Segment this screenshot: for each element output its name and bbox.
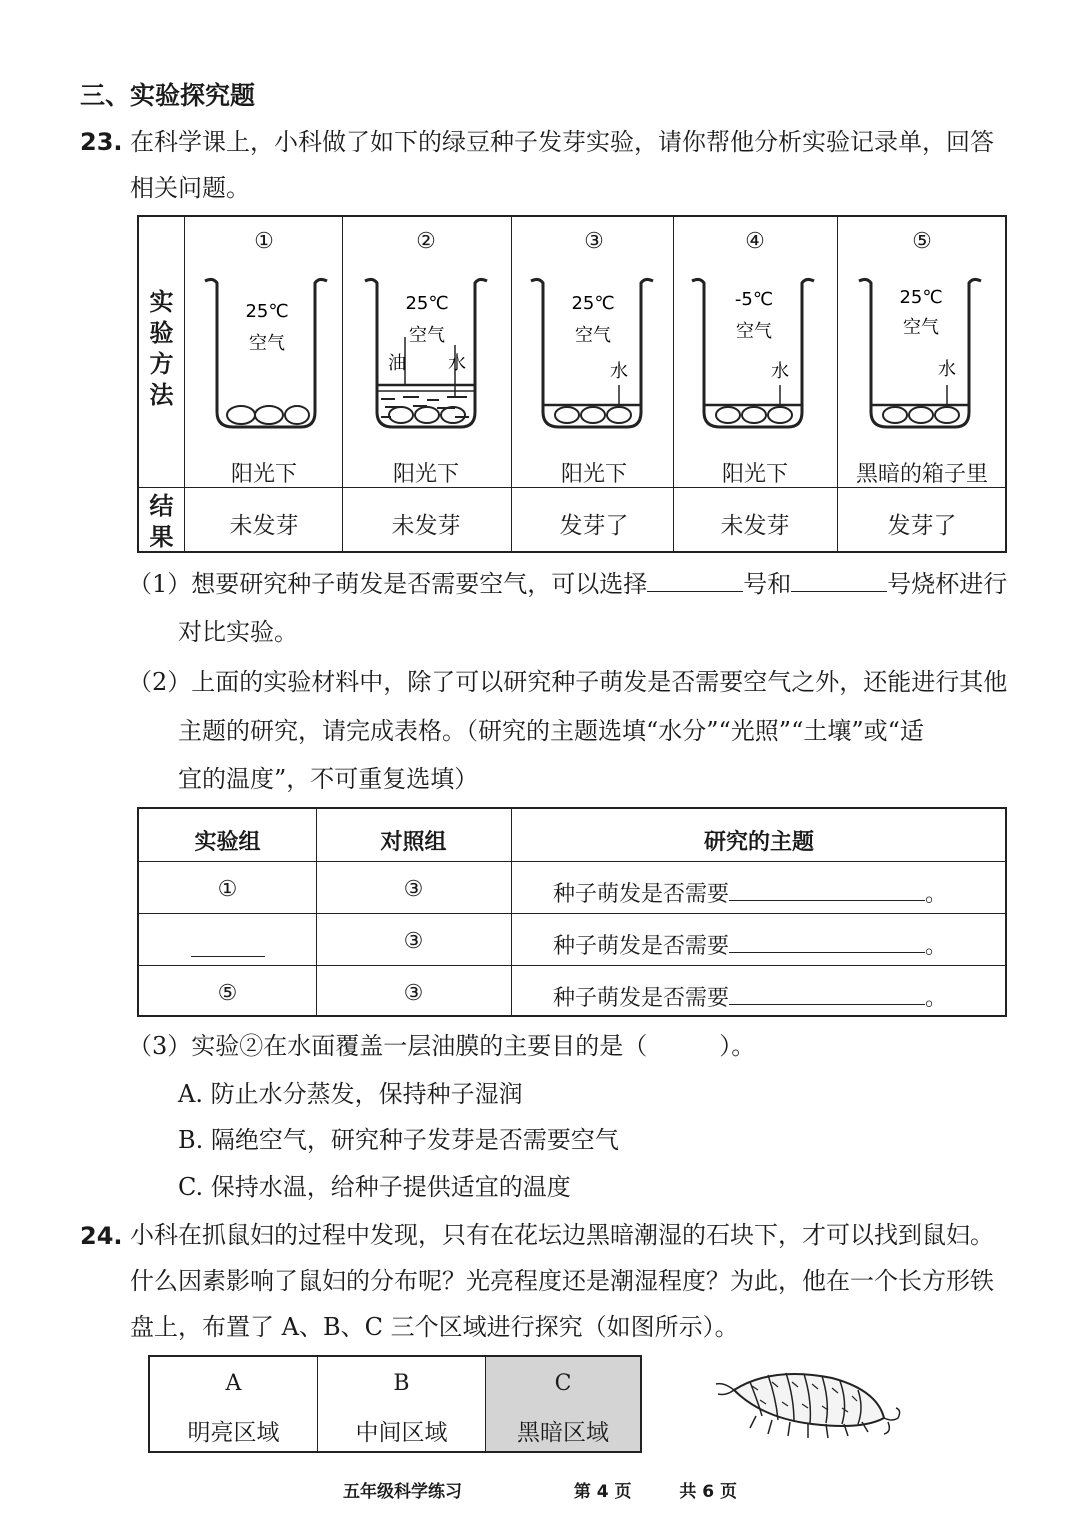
answer-blank-row2-exp[interactable] — [191, 929, 265, 957]
beaker-4-water-label: 水 — [771, 361, 789, 382]
row-3-topic: 种子萌发是否需要 。 — [553, 986, 948, 1011]
question-23-number: 23. — [80, 128, 123, 156]
beaker-3-temp: 25℃ — [571, 293, 615, 314]
tray-regions-diagram — [148, 1355, 642, 1453]
beaker-5-temp: 25℃ — [899, 287, 943, 308]
row-3-control: ③ — [403, 981, 424, 1006]
beaker-1-drawing — [197, 267, 337, 437]
beaker-3-drawing — [523, 267, 663, 437]
beaker-4-air: 空气 — [736, 321, 772, 342]
option-c[interactable]: C. 保持水温，给种子提供适宜的温度 — [178, 1173, 571, 1201]
beaker-2-drawing — [357, 267, 497, 437]
sub-question-1: （1）想要研究种子萌发是否需要空气，可以选择 号和 号烧杯进行 — [128, 570, 1008, 598]
beaker-5-air: 空气 — [903, 317, 939, 338]
beaker-2-location: 阳光下 — [392, 462, 459, 487]
beaker-2-result: 未发芽 — [391, 513, 461, 539]
question-24-line2: 什么因素影响了鼠妇的分布呢？光亮程度还是潮湿程度？为此，他在一个长方形铁 — [130, 1267, 994, 1295]
beaker-5-location: 黑暗的箱子里 — [855, 462, 988, 487]
beaker-5-drawing — [851, 267, 991, 437]
sub-question-3: （3）实验②在水面覆盖一层油膜的主要目的是（ ）。 — [128, 1032, 756, 1060]
question-24-line3: 盘上，布置了 A、B、C 三个区域进行探究（如图所示）。 — [130, 1313, 739, 1341]
beaker-2-temp: 25℃ — [405, 293, 449, 314]
question-24-number: 24. — [80, 1222, 123, 1250]
header-experiment-group: 实验组 — [194, 830, 261, 855]
row-2-topic: 种子萌发是否需要 。 — [553, 934, 948, 959]
beaker-1-temp: 25℃ — [245, 301, 289, 322]
sub-question-2-line3: 宜的温度”，不可重复选填） — [178, 765, 479, 793]
beaker-5-result: 发芽了 — [887, 513, 957, 539]
region-c: C 黑暗区域 — [486, 1357, 640, 1451]
sub-question-1-line2: 对比实验。 — [178, 618, 298, 646]
row-2-control: ③ — [403, 929, 424, 954]
result-row-label: 结 果 — [149, 492, 174, 551]
answer-blank-row3[interactable] — [729, 1004, 925, 1005]
beaker-1-air: 空气 — [249, 333, 285, 354]
beaker-2-oil-label: 油 — [388, 353, 406, 374]
beaker-4-result: 未发芽 — [720, 513, 790, 539]
beaker-2-air: 空气 — [409, 325, 445, 346]
beaker-number-4: ④ — [745, 229, 765, 254]
row-1-topic: 种子萌发是否需要 。 — [553, 882, 948, 907]
beaker-3-air: 空气 — [575, 325, 611, 346]
row-1-experiment: ① — [217, 877, 238, 902]
answer-blank-1a[interactable] — [647, 591, 743, 592]
header-research-topic: 研究的主题 — [703, 830, 814, 855]
beaker-number-2: ② — [416, 229, 436, 254]
beaker-4-drawing — [684, 267, 824, 437]
beaker-3-location: 阳光下 — [560, 462, 627, 487]
page-footer: 五年级科学练习 第 4 页 共 6 页 — [342, 1482, 738, 1502]
beaker-1-result: 未发芽 — [229, 513, 299, 539]
woodlouse-icon — [712, 1360, 912, 1450]
method-row-label: 实 验 方 法 — [149, 288, 174, 409]
beaker-3-result: 发芽了 — [559, 513, 629, 539]
answer-blank-1b[interactable] — [791, 591, 887, 592]
question-23-text-line2: 相关问题。 — [130, 174, 250, 202]
option-b[interactable]: B. 隔绝空气，研究种子发芽是否需要空气 — [178, 1126, 619, 1154]
answer-blank-row2[interactable] — [729, 952, 925, 953]
beaker-number-1: ① — [254, 229, 274, 254]
sub-question-2-line2: 主题的研究，请完成表格。（研究的主题选填“水分”“光照”“土壤”或“适 — [178, 717, 924, 745]
region-a: A 明亮区域 — [150, 1357, 318, 1451]
question-24-line1: 小科在抓鼠妇的过程中发现，只有在花坛边黑暗潮湿的石块下，才可以找到鼠妇。 — [130, 1221, 994, 1249]
answer-blank-row1[interactable] — [729, 900, 925, 901]
row-3-experiment: ⑤ — [217, 981, 238, 1006]
beaker-5-water-label: 水 — [938, 359, 956, 380]
sub-question-2: （2）上面的实验材料中，除了可以研究种子萌发是否需要空气之外，还能进行其他 — [128, 668, 1008, 696]
beaker-4-temp: -5℃ — [734, 289, 774, 310]
row-2-experiment — [139, 929, 316, 963]
comparison-table — [137, 807, 1007, 1017]
experiment-record-table — [137, 215, 1007, 553]
beaker-1-location: 阳光下 — [230, 462, 297, 487]
beaker-3-water-label: 水 — [610, 361, 628, 382]
section-title: 三、实验探究题 — [80, 81, 256, 110]
beaker-4-location: 阳光下 — [721, 462, 788, 487]
option-a[interactable]: A. 防止水分蒸发，保持种子湿润 — [178, 1080, 523, 1108]
region-b: B 中间区域 — [318, 1357, 486, 1451]
question-23-text-line1: 在科学课上，小科做了如下的绿豆种子发芽实验，请你帮他分析实验记录单，回答 — [130, 128, 994, 156]
row-1-control: ③ — [403, 877, 424, 902]
beaker-number-5: ⑤ — [912, 229, 932, 254]
header-control-group: 对照组 — [380, 830, 447, 855]
beaker-2-water-label: 水 — [448, 353, 466, 374]
beaker-number-3: ③ — [584, 229, 604, 254]
